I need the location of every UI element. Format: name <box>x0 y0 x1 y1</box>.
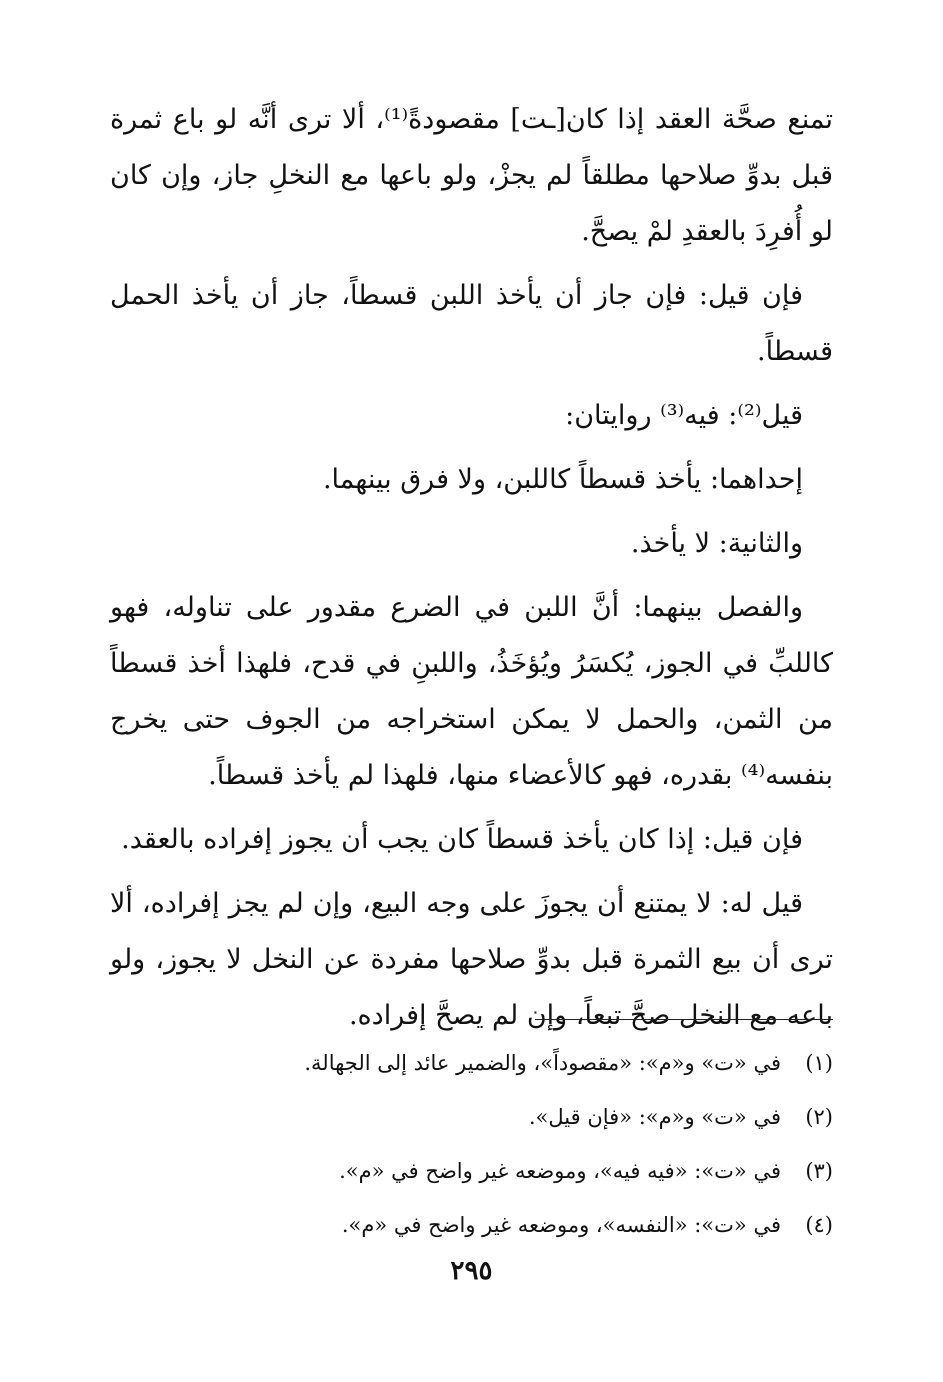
paragraph-2: فإن قيل: فإن جاز أن يأخذ اللبن قسطاً، جاز أن يأخذ الحمل قسطاً. <box>110 280 833 367</box>
paragraph-1: تمنع صحَّة العقد إذا كان[ـت] مقصودةً⁽¹⁾، ألا ترى أنَّه لو باع ثمرة قبل بدوِّ صلاحها مطلقاً لم يجزْ، ولو باعها مع النخلِ جاز، وإن كان لو أُفرِدَ بالعقدِ لمْ يصحَّ. <box>110 104 833 247</box>
footnotes <box>110 1036 833 1252</box>
footnote-2 <box>110 1090 833 1144</box>
paragraph-7: فإن قيل: إذا كان يأخذ قسطاً كان يجب أن يجوز إفراده بالعقد. <box>121 824 803 855</box>
footnote-number: (١) <box>805 1051 833 1075</box>
paragraph-4: إحداهما: يأخذ قسطاً كاللبن، ولا فرق بينهما. <box>322 464 803 495</box>
footnote-3 <box>110 1144 833 1198</box>
footnote-text: في «ت» و«م»: «فإن قيل». <box>528 1105 781 1129</box>
footnote-divider <box>535 1019 833 1020</box>
footnote-number: (٣) <box>805 1159 833 1183</box>
footnote-1 <box>110 1036 833 1090</box>
page-number: ٢٩٥ <box>450 1256 493 1286</box>
footnote-4 <box>110 1198 833 1252</box>
paragraph-6: والفصل بينهما: أنَّ اللبن في الضرع مقدور على تناوله، فهو كاللبِّ في الجوز، يُكسَرُ ويُؤخَذُ، واللبنِ في قدح، فلهذا أخذ قسطاً من الثمن، والحمل لا يمكن استخراجه من الجوف حتى يخرج بنفسه⁽⁴⁾ بقدره، فهو كالأعضاء منها، فلهذا لم يأخذ قسطاً. <box>110 592 833 791</box>
paragraph-8: قيل له: لا يمتنع أن يجوزَ على وجه البيع، وإن لم يجز إفراده، ألا ترى أن بيع الثمرة قبل بدوِّ صلاحها مفردة عن النخل لا يجوز، ولو باعه مع النخل صحَّ تبعاً، وإن لم يصحَّ إفراده. <box>110 888 833 1031</box>
footnote-text: في «ت» و«م»: «مقصوداً»، والضمير عائد إلى الجهالة. <box>304 1051 781 1075</box>
footnote-number: (٤) <box>805 1213 833 1237</box>
main-text <box>110 92 833 1052</box>
paragraph-3: قيل⁽²⁾: فيه⁽³⁾ روايتان: <box>565 400 803 431</box>
footnote-text: في «ت»: «النفسه»، وموضعه غير واضح في «م». <box>341 1213 781 1237</box>
footnote-number: (٢) <box>805 1105 833 1129</box>
paragraph-5: والثانية: لا يأخذ. <box>630 528 803 559</box>
footnote-text: في «ت»: «فيه فيه»، وموضعه غير واضح في «م». <box>339 1159 781 1183</box>
